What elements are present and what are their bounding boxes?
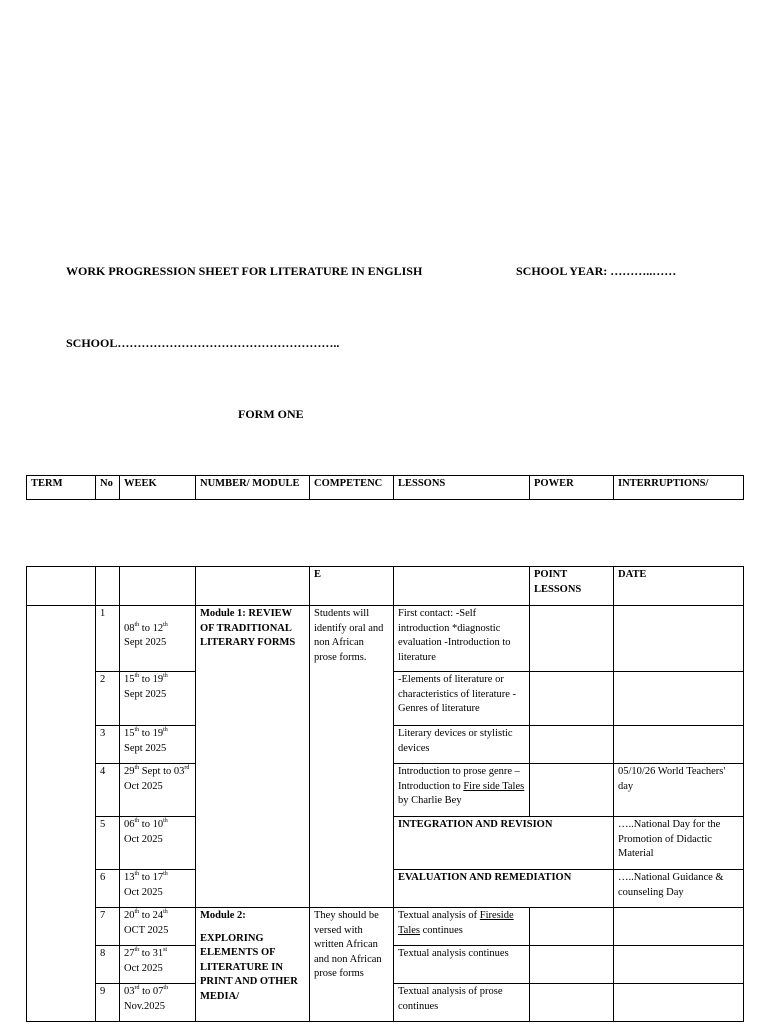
row-week: 08th to 12th Sept 2025 bbox=[120, 606, 196, 672]
school-field: SCHOOL……………………………………………….. bbox=[66, 336, 340, 350]
row-week: 27th to 31st Oct 2025 bbox=[120, 946, 196, 984]
col-competence: COMPETENC bbox=[310, 476, 394, 500]
row-power bbox=[530, 672, 614, 726]
row-no: 6 bbox=[96, 870, 120, 908]
col-module: NUMBER/ MODULE bbox=[196, 476, 310, 500]
row-lesson: Textual analysis of prose continues bbox=[394, 984, 530, 1022]
row-no: 3 bbox=[96, 726, 120, 764]
row-date bbox=[614, 946, 744, 984]
row-lesson-integration: INTEGRATION AND REVISION bbox=[394, 817, 614, 870]
book-title: Fireside Tales bbox=[398, 910, 514, 936]
row-lesson: Textual analysis of Fireside Tales continues bbox=[394, 908, 530, 946]
col-interruptions: INTERRUPTIONS/ bbox=[614, 476, 744, 500]
table-cell bbox=[120, 567, 196, 606]
row-no: 2 bbox=[96, 672, 120, 726]
row-no: 7 bbox=[96, 908, 120, 946]
row-week: 15th to 19th Sept 2025 bbox=[120, 672, 196, 726]
col-power-cont: POINT LESSONS bbox=[530, 567, 614, 606]
competence-1: Students will identify oral and non African prose forms. bbox=[310, 606, 394, 908]
row-no: 1 bbox=[96, 606, 120, 672]
row-lesson: First contact: -Self introduction *diagnostic evaluation -Introduction to literature bbox=[394, 606, 530, 672]
row-week: 06th to 10th Oct 2025 bbox=[120, 817, 196, 870]
col-week: WEEK bbox=[120, 476, 196, 500]
row-lesson: -Elements of literature or characteristics of literature - Genres of literature bbox=[394, 672, 530, 726]
book-title: Fire side Tales bbox=[463, 780, 525, 792]
table-cell bbox=[96, 567, 120, 606]
row-power bbox=[530, 908, 614, 946]
table-row bbox=[27, 908, 744, 946]
competence-2: They should be versed with written African and non African prose forms bbox=[310, 908, 394, 1022]
col-power: POWER bbox=[530, 476, 614, 500]
row-lesson: Textual analysis continues bbox=[394, 946, 530, 984]
row-power bbox=[530, 984, 614, 1022]
row-date: 05/10/26 World Teachers' day bbox=[614, 764, 744, 817]
row-date bbox=[614, 726, 744, 764]
col-competence-cont: E bbox=[310, 567, 394, 606]
row-lesson-evaluation: EVALUATION AND REMEDIATION bbox=[394, 870, 614, 908]
col-term: TERM bbox=[27, 476, 96, 500]
row-week: 20th to 24th OCT 2025 bbox=[120, 908, 196, 946]
row-week: 29th Sept to 03rd Oct 2025 bbox=[120, 764, 196, 817]
row-no: 8 bbox=[96, 946, 120, 984]
table-cell bbox=[196, 567, 310, 606]
col-no: No bbox=[96, 476, 120, 500]
module-2: Module 2: EXPLORING ELEMENTS OF LITERATURE IN PRINT AND OTHER MEDIA/ bbox=[196, 908, 310, 1022]
col-interruptions-cont: DATE bbox=[614, 567, 744, 606]
row-power bbox=[530, 606, 614, 672]
row-date bbox=[614, 984, 744, 1022]
header-table bbox=[26, 475, 744, 500]
row-no: 4 bbox=[96, 764, 120, 817]
row-lesson: Introduction to prose genre –Introduction to Fire side Tales by Charlie Bey bbox=[394, 764, 530, 817]
table-cell bbox=[394, 567, 530, 606]
row-week: 13th to 17th Oct 2025 bbox=[120, 870, 196, 908]
row-date bbox=[614, 606, 744, 672]
term-cell bbox=[27, 606, 96, 1022]
row-week: 03rd to 07th Nov.2025 bbox=[120, 984, 196, 1022]
row-power bbox=[530, 726, 614, 764]
row-no: 9 bbox=[96, 984, 120, 1022]
row-week: 15th to 19th Sept 2025 bbox=[120, 726, 196, 764]
progression-table bbox=[26, 566, 744, 1022]
form-heading: FORM ONE bbox=[238, 407, 304, 421]
row-power bbox=[530, 764, 614, 817]
table-row bbox=[27, 606, 744, 672]
module-1: Module 1: REVIEW OF TRADITIONAL LITERARY FORMS bbox=[196, 606, 310, 908]
col-lessons: LESSONS bbox=[394, 476, 530, 500]
row-date bbox=[614, 908, 744, 946]
table-cell bbox=[27, 567, 96, 606]
row-date: …..National Guidance & counseling Day bbox=[614, 870, 744, 908]
row-power bbox=[530, 946, 614, 984]
row-no: 5 bbox=[96, 817, 120, 870]
row-date bbox=[614, 672, 744, 726]
row-lesson: Literary devices or stylistic devices bbox=[394, 726, 530, 764]
row-date: …..National Day for the Promotion of Didactic Material bbox=[614, 817, 744, 870]
school-year-field: SCHOOL YEAR: ………..…… bbox=[516, 264, 677, 278]
document-title: WORK PROGRESSION SHEET FOR LITERATURE IN ENGLISH bbox=[66, 264, 423, 278]
